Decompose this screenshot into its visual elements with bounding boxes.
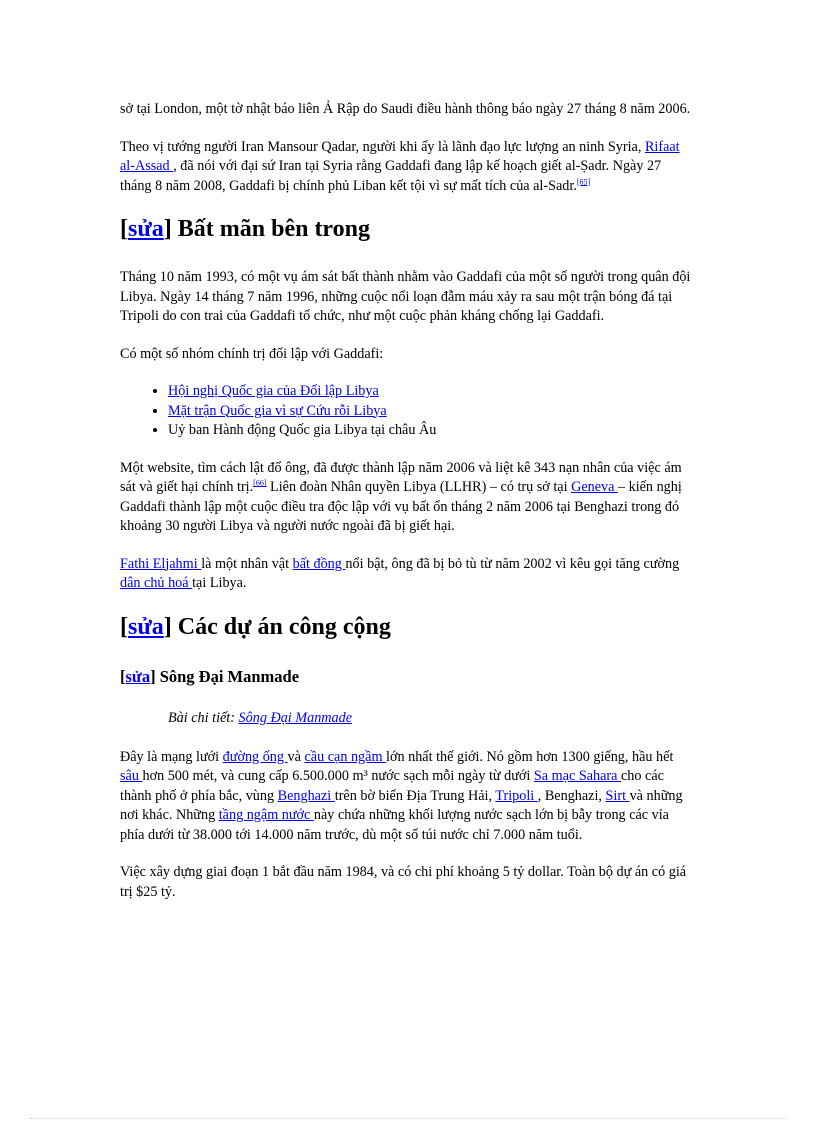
link-geneva[interactable]: Geneva [571, 479, 618, 495]
bracket: ] [163, 613, 172, 640]
text: Liên đoàn Nhân quyền Libya (LLHR) – có trụ sở tại [266, 479, 572, 495]
text: lớn nhất thế giới. Nó gồm hơn 1300 giếng, hầu hết [386, 748, 674, 765]
link-sa-mac-sahara[interactable]: Sa mạc Sahara [533, 768, 621, 784]
link-sirt[interactable]: Sirt [605, 787, 630, 804]
heading-song-dai-manmade [120, 666, 695, 688]
paragraph-opposition-intro [120, 345, 695, 365]
list-item [168, 421, 695, 441]
link-benghazi[interactable]: Benghazi [277, 787, 335, 804]
opposition-groups-list [120, 382, 695, 441]
text: – kiến nghị Gaddafi thành lập một cuộc điều tra độc lập với vụ bất ổn tháng 2 năm 2006 tại Benghazi trong đó khoảng 30 người Libya và người nước ngoài đã bị giết hại. [120, 479, 682, 534]
paragraph-manmade-river [120, 748, 695, 846]
link-tripoli[interactable]: Tripoli [495, 787, 538, 804]
link-cau-can-ngam[interactable]: cầu cạn ngầm [304, 748, 387, 765]
citation-66[interactable]: [66] [253, 478, 267, 488]
bracket: [ [120, 216, 128, 242]
edit-link[interactable]: sửa [128, 216, 164, 242]
link-mat-tran-quoc-gia[interactable]: Mặt trận Quốc gia vì sự Cứu rỗi Libya [168, 402, 387, 419]
bracket: [ [120, 613, 128, 640]
text: hơn 500 mét, và cung cấp 6.500.000 m³ nước sạch mỗi ngày từ dưới [142, 768, 534, 784]
text: là một nhân vật [201, 555, 293, 572]
text: tại Libya. [192, 575, 247, 591]
link-song-dai-manmade[interactable]: Sông Đại Manmade [238, 709, 353, 726]
heading-title: Bất mãn bên trong [171, 216, 370, 242]
link-rifaat-al-assad[interactable]: Rifaat al-Assad [120, 138, 680, 174]
text: sở tại London, một tờ nhật báo liên Ả Rập do Saudi điều hành thông báo ngày 27 tháng 8 năm 2006. [120, 101, 691, 117]
paragraph-london [120, 100, 695, 120]
bracket: [ [120, 666, 126, 686]
link-fathi-eljahmi[interactable]: Fathi Eljahmi [120, 555, 202, 572]
text: Có một số nhóm chính trị đối lập với Gaddafi: [120, 345, 384, 362]
bracket: ] [163, 216, 172, 242]
edit-link[interactable]: sửa [128, 613, 164, 640]
main-article-note [168, 708, 695, 728]
text: , đã nói với đại sứ Iran tại Syria rằng Gaddafi đang lập kế hoạch giết al-Ṣadr. Ngày 27 tháng 8 năm 2008, Gaddafi bị chính phủ Liban kết tội vì sự mất tích của al-Sadr. [120, 158, 662, 194]
text: này chứa những khối lượng nước sạch lớn bị bẫy trong các vỉa phía dưới từ 38.000 tới 14.000 năm trước, dù một số túi nước chỉ 7.000 năm tuổi. [120, 807, 669, 843]
document-page [120, 100, 695, 920]
text: nổi bật, ông đã bị bỏ tù từ năm 2002 vì kêu gọi tăng cường [345, 555, 680, 572]
link-dan-chu-hoa[interactable]: dân chủ hoá [120, 575, 193, 591]
text: Việc xây dựng giai đoạn 1 bắt đầu năm 1984, và có chi phí khoảng 5 tỷ dollar. Toàn bộ dự án có giá trị $25 tỷ. [120, 864, 687, 900]
paragraph-assassination-1993 [120, 268, 695, 327]
heading-title: Sông Đại Manmade [155, 666, 300, 686]
link-bat-dong[interactable]: bất đồng [292, 555, 346, 572]
heading-bat-man-ben-trong [120, 214, 695, 244]
text: trên bờ biển Địa Trung Hải, [334, 787, 496, 804]
heading-cac-du-an-cong-cong [120, 612, 695, 642]
page-bottom-rule [30, 1118, 786, 1119]
list-item [168, 402, 695, 422]
list-item-text: Uỷ ban Hành động Quốc gia Libya tại châu Âu [168, 422, 437, 438]
link-sau[interactable]: sâu [120, 768, 143, 784]
list-item [168, 382, 695, 402]
link-duong-ong[interactable]: đường ống [222, 748, 288, 765]
text: Một website, tìm cách lật đổ ông, đã được thành lập năm 2006 và liệt kê 343 nạn nhân của việc ám sát và giết hại chính trị. [120, 459, 682, 495]
text: Đây là mạng lưới [120, 748, 223, 765]
main-article-label: Bài chi tiết: [168, 709, 239, 726]
paragraph-fathi-eljahmi [120, 555, 695, 594]
heading-title: Các dự án công cộng [171, 613, 391, 640]
text: và [287, 748, 305, 765]
paragraph-website [120, 459, 695, 537]
link-hoi-nghi-quoc-gia[interactable]: Hội nghị Quốc gia của Đối lập Libya [168, 383, 379, 399]
text: Theo vị tướng người Iran Mansour Qadar, người khi ấy là lãnh đạo lực lượng an ninh Syria, [120, 138, 645, 155]
bracket: ] [150, 666, 156, 686]
text: và những nơi khác. Những [120, 787, 683, 823]
paragraph-mansour-qadar [120, 138, 695, 197]
text: Tháng 10 năm 1993, có một vụ ám sát bất thành nhằm vào Gaddafi của một số người trong quân đội Libya. Ngày 14 tháng 7 năm 1996, những cuộc nổi loạn đẫm máu xảy ra sau một trận bóng đá tại Tripoli do con trai của Gaddafi tổ chức, như một cuộc phản kháng chống lại Gaddafi. [120, 269, 691, 324]
text: , Benghazi, [537, 787, 606, 804]
text: cho các thành phố ở phía bắc, vùng [120, 768, 664, 804]
citation-65[interactable]: [65] [576, 176, 591, 186]
paragraph-construction-cost [120, 863, 695, 902]
link-tang-ngam-nuoc[interactable]: tầng ngậm nước [218, 807, 314, 823]
edit-link[interactable]: sửa [125, 666, 151, 686]
